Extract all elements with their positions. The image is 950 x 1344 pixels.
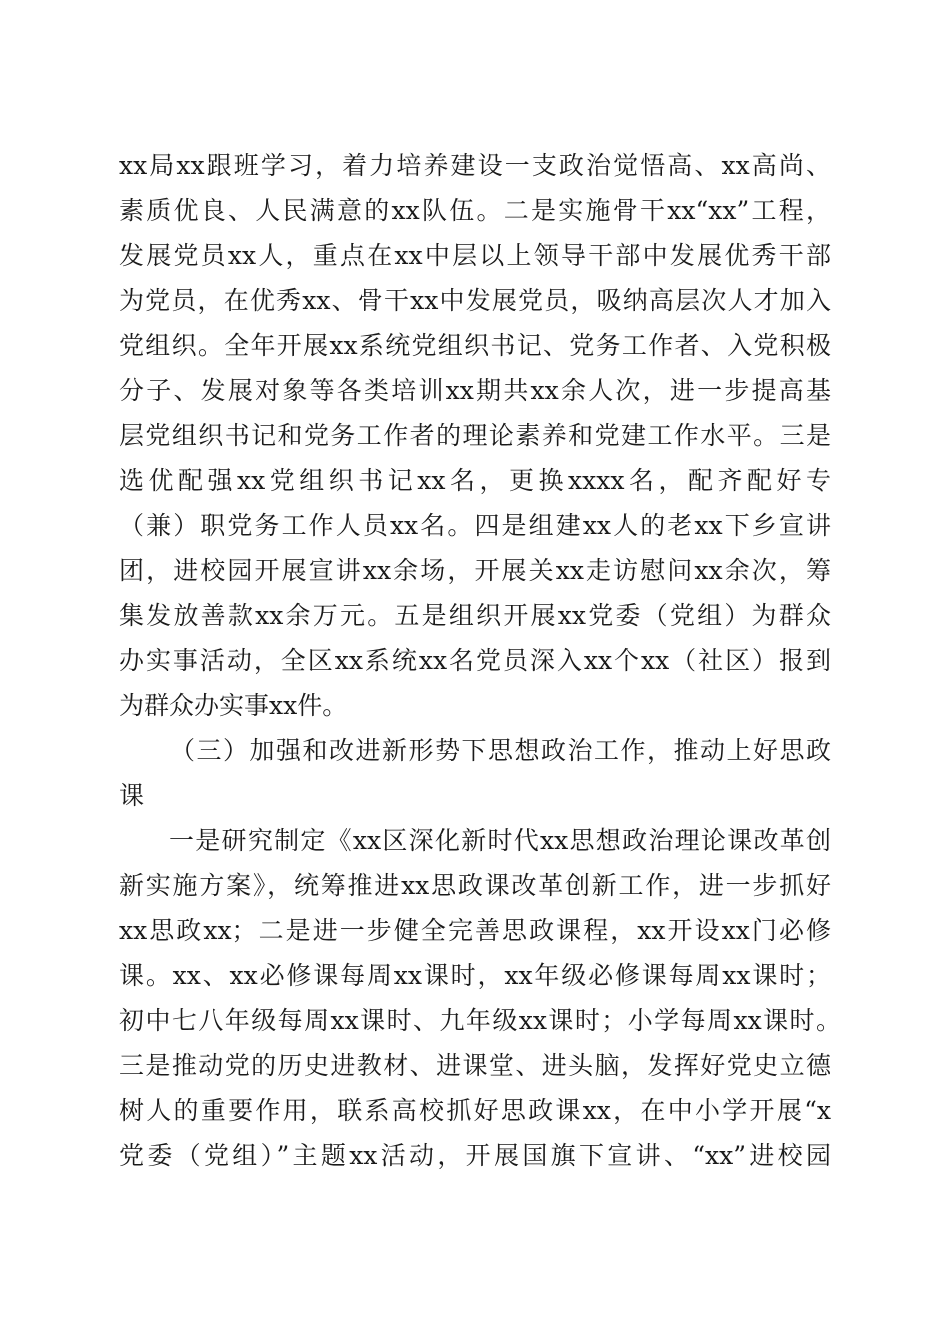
paragraph-2-line-2: 新实施方案》，统筹推进xx思政课改革创新工作，进一步抓好 [119, 871, 831, 900]
paragraph-2-line-6: 三是推动党的历史进教材、进课堂、进头脑，发挥好党史立德 [119, 1051, 831, 1080]
paragraph-2-line-4: 课。xx、xx必修课每周xx课时，xx年级必修课每周xx课时； [119, 961, 831, 990]
paragraph-1-line-3: 发展党员xx人，重点在xx中层以上领导干部中发展优秀干部 [119, 241, 831, 270]
paragraph-2-line-7: 树人的重要作用，联系高校抓好思政课xx，在中小学开展“x [119, 1096, 831, 1125]
paragraph-1-line-12: 办实事活动，全区xx系统xx名党员深入xx个xx（社区）报到 [119, 646, 831, 675]
paragraph-1-line-4: 为党员，在优秀xx、骨干xx中发展党员，吸纳高层次人才加入 [119, 286, 831, 315]
paragraph-1-line-8: 选优配强xx党组织书记xx名，更换xxxx名，配齐配好专 [119, 466, 831, 495]
paragraph-1-line-6: 分子、发展对象等各类培训xx期共xx余人次，进一步提高基 [119, 376, 831, 405]
paragraph-1-line-5: 党组织。全年开展xx系统党组织书记、党务工作者、入党积极 [119, 331, 831, 360]
paragraph-1-line-1: xx局xx跟班学习，着力培养建设一支政治觉悟高、xx高尚、 [119, 151, 831, 180]
paragraph-1-line-13: 为群众办实事xx件。 [119, 691, 348, 720]
paragraph-1-line-9: （兼）职党务工作人员xx名。四是组建xx人的老xx下乡宣讲 [119, 511, 831, 540]
paragraph-1-line-11: 集发放善款xx余万元。五是组织开展xx党委（党组）为群众 [119, 601, 831, 630]
paragraph-1-line-10: 团，进校园开展宣讲xx余场，开展关xx走访慰问xx余次，筹 [119, 556, 831, 585]
section-heading-line-1: （三）加强和改进新形势下思想政治工作，推动上好思政 [170, 736, 831, 765]
paragraph-1-line-7: 层党组织书记和党务工作者的理论素养和党建工作水平。三是 [119, 421, 831, 450]
paragraph-2-line-8: 党委（党组）”主题xx活动，开展国旗下宣讲、“xx”进校园 [119, 1141, 831, 1170]
paragraph-2-line-3: xx思政xx；二是进一步健全完善思政课程，xx开设xx门必修 [119, 916, 831, 945]
paragraph-1-line-2: 素质优良、人民满意的xx队伍。二是实施骨干xx“xx”工程， [119, 196, 831, 225]
paragraph-2-line-1: 一是研究制定《xx区深化新时代xx思想政治理论课改革创 [169, 826, 831, 855]
section-heading-line-2: 课 [119, 781, 145, 810]
paragraph-2-line-5: 初中七八年级每周xx课时、九年级xx课时；小学每周xx课时。 [119, 1006, 841, 1035]
